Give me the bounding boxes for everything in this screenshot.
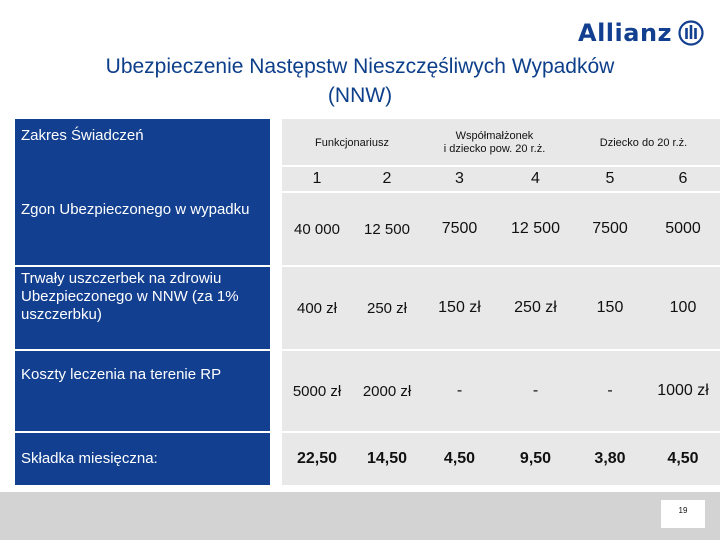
table-cell: 12 500 — [511, 220, 560, 237]
table-cell: 150 zł — [438, 299, 481, 316]
column-number: 3 — [455, 170, 464, 187]
row-label-cell — [15, 267, 270, 349]
column-number: 2 — [382, 170, 392, 187]
table-cell: 100 — [669, 299, 697, 316]
table-cell: - — [456, 382, 463, 399]
table-cell: 22,50 — [296, 450, 338, 467]
table-cell: 250 zł — [514, 299, 557, 316]
table-cell: - — [532, 382, 539, 399]
table-cell: 14,50 — [366, 450, 408, 467]
table-cell: 1000 zł — [657, 382, 709, 399]
page-title — [0, 52, 720, 110]
row-label-cell — [15, 433, 270, 485]
table-cell: 7500 — [441, 220, 478, 237]
title-line-2: (NNW) — [327, 84, 393, 107]
table-cell: 12 500 — [364, 220, 410, 238]
table-cell: 250 zł — [366, 299, 408, 317]
row-label: Składka miesięczna: — [21, 450, 158, 467]
table-cell: 4,50 — [443, 450, 476, 467]
row-label: Trwały uszczerbek na zdrowiu Ubezpieczonego w NNW (za 1% uszczerbku) — [21, 270, 239, 323]
page-number: 19 — [661, 500, 705, 528]
title-line-1: Ubezpieczenie Następstw Nieszczęśliwych Wypadków — [105, 55, 615, 78]
table-cell: 4,50 — [667, 450, 699, 467]
column-number: 1 — [312, 170, 322, 187]
row-label-cell — [15, 351, 270, 431]
table-cell: 7500 — [592, 220, 628, 237]
footer-band — [0, 492, 720, 540]
column-separator — [270, 119, 282, 485]
group-header: Współmałżonek i dziecko pow. 20 r.ż. — [443, 130, 546, 155]
table-cell: 3,80 — [594, 450, 626, 467]
group-header: Dziecko do 20 r.ż. — [599, 136, 688, 149]
header-label-cell — [15, 119, 270, 191]
header-label: Zakres Świadczeń — [21, 127, 144, 144]
table-cell: 150 — [596, 299, 624, 316]
row-label-cell — [15, 191, 270, 265]
allianz-logo — [578, 19, 704, 47]
logo-text: Allianz — [578, 19, 673, 47]
table-cell: - — [607, 382, 613, 399]
column-number: 6 — [678, 170, 688, 187]
column-number: 4 — [531, 170, 540, 187]
allianz-eagle-icon — [678, 20, 704, 46]
table-cell: 400 zł — [296, 299, 338, 317]
column-number: 5 — [605, 170, 615, 187]
row-label: Zgon Ubezpieczonego w wypadku — [21, 201, 250, 218]
table-cell: 5000 zł — [292, 382, 342, 400]
row-label: Koszty leczenia na terenie RP — [21, 366, 222, 383]
table-cell: 2000 zł — [362, 382, 412, 400]
table-cell: 40 000 — [294, 220, 340, 238]
table-cell: 5000 — [665, 220, 701, 237]
table-cell: 9,50 — [519, 450, 552, 467]
group-header: Funkcjonariusz — [315, 136, 389, 149]
benefits-table — [15, 119, 720, 485]
